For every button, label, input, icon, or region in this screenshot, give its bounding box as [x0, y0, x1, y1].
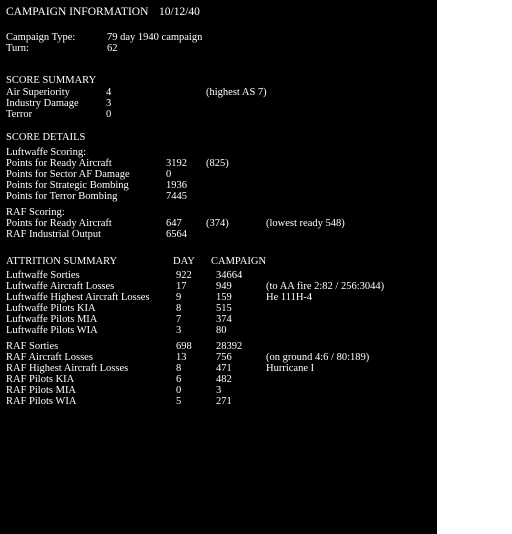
row-label: Points for Terror Bombing: [6, 191, 118, 202]
row-value: 3: [106, 98, 112, 109]
turn-value: 62: [107, 43, 118, 54]
row-day: 922: [176, 270, 192, 281]
campaign-date: 10/12/40: [159, 6, 200, 18]
row-value: 0: [166, 169, 172, 180]
row-campaign: 471: [216, 363, 232, 374]
row-label: Points for Ready Aircraft: [6, 158, 112, 169]
row-value: 4: [106, 87, 112, 98]
row-label: Points for Sector AF Damage: [6, 169, 130, 180]
row-value: 6564: [166, 229, 187, 240]
row-label: Luftwaffe Pilots WIA: [6, 325, 98, 336]
score-details-title: SCORE DETAILS: [6, 132, 86, 143]
row-campaign: 28392: [216, 341, 243, 352]
row-label: RAF Sorties: [6, 341, 59, 352]
luftwaffe-scoring-title: Luftwaffe Scoring:: [6, 147, 86, 158]
row-campaign: 159: [216, 292, 232, 303]
row-note: (to AA fire 2:82 / 256:3044): [266, 281, 385, 292]
row-day: 8: [176, 363, 182, 374]
row-note: (lowest ready 548): [266, 218, 345, 229]
row-label: Luftwaffe Pilots MIA: [6, 314, 98, 325]
col-day-header: DAY: [173, 256, 195, 267]
row-value: 7445: [166, 191, 187, 202]
row-campaign: 374: [216, 314, 232, 325]
campaign-type-label: Campaign Type:: [6, 32, 76, 43]
row-day: 3: [176, 325, 182, 336]
row-label: Points for Ready Aircraft: [6, 218, 112, 229]
row-label: Luftwaffe Highest Aircraft Losses: [6, 292, 150, 303]
row-campaign: 80: [216, 325, 227, 336]
row-day: 5: [176, 396, 182, 407]
row-campaign: 3: [216, 385, 222, 396]
row-value: 647: [166, 218, 182, 229]
row-note: (on ground 4:6 / 80:189): [266, 352, 370, 363]
row-label: Points for Strategic Bombing: [6, 180, 129, 191]
campaign-type-value: 79 day 1940 campaign: [107, 32, 203, 43]
row-day: 8: [176, 303, 182, 314]
row-label: RAF Highest Aircraft Losses: [6, 363, 129, 374]
row-label: Luftwaffe Aircraft Losses: [6, 281, 115, 292]
row-label: Air Superiority: [6, 87, 70, 98]
row-day: 7: [176, 314, 182, 325]
row-label: RAF Pilots KIA: [6, 374, 75, 385]
row-campaign: 949: [216, 281, 232, 292]
row-day: 0: [176, 385, 182, 396]
col-campaign-header: CAMPAIGN: [211, 256, 267, 267]
row-day: 13: [176, 352, 187, 363]
row-value: 1936: [166, 180, 187, 191]
row-campaign: 515: [216, 303, 232, 314]
row-value: 3192: [166, 158, 187, 169]
row-label: RAF Pilots WIA: [6, 396, 77, 407]
row-day: 9: [176, 292, 182, 303]
row-value: 0: [106, 109, 112, 120]
raf-scoring-title: RAF Scoring:: [6, 207, 65, 218]
row-campaign: 34664: [216, 270, 243, 281]
row-label: RAF Industrial Output: [6, 229, 102, 240]
page-title: CAMPAIGN INFORMATION: [6, 6, 149, 18]
row-label: Luftwaffe Pilots KIA: [6, 303, 96, 314]
row-paren: (374): [206, 218, 229, 229]
row-label: Terror: [6, 109, 33, 120]
row-note: Hurricane I: [266, 363, 315, 374]
row-day: 698: [176, 341, 192, 352]
row-paren: (825): [206, 158, 229, 169]
row-campaign: 756: [216, 352, 232, 363]
row-label: RAF Aircraft Losses: [6, 352, 93, 363]
row-campaign: 482: [216, 374, 232, 385]
turn-label: Turn:: [6, 43, 29, 54]
row-campaign: 271: [216, 396, 232, 407]
row-day: 17: [176, 281, 187, 292]
row-note: (highest AS 7): [206, 87, 267, 98]
row-label: Luftwaffe Sorties: [6, 270, 80, 281]
score-summary-title: SCORE SUMMARY: [6, 75, 97, 86]
attrition-title: ATTRITION SUMMARY: [6, 256, 118, 267]
row-day: 6: [176, 374, 182, 385]
row-label: RAF Pilots MIA: [6, 385, 77, 396]
row-note: He 111H-4: [266, 292, 313, 303]
row-label: Industry Damage: [6, 98, 79, 109]
